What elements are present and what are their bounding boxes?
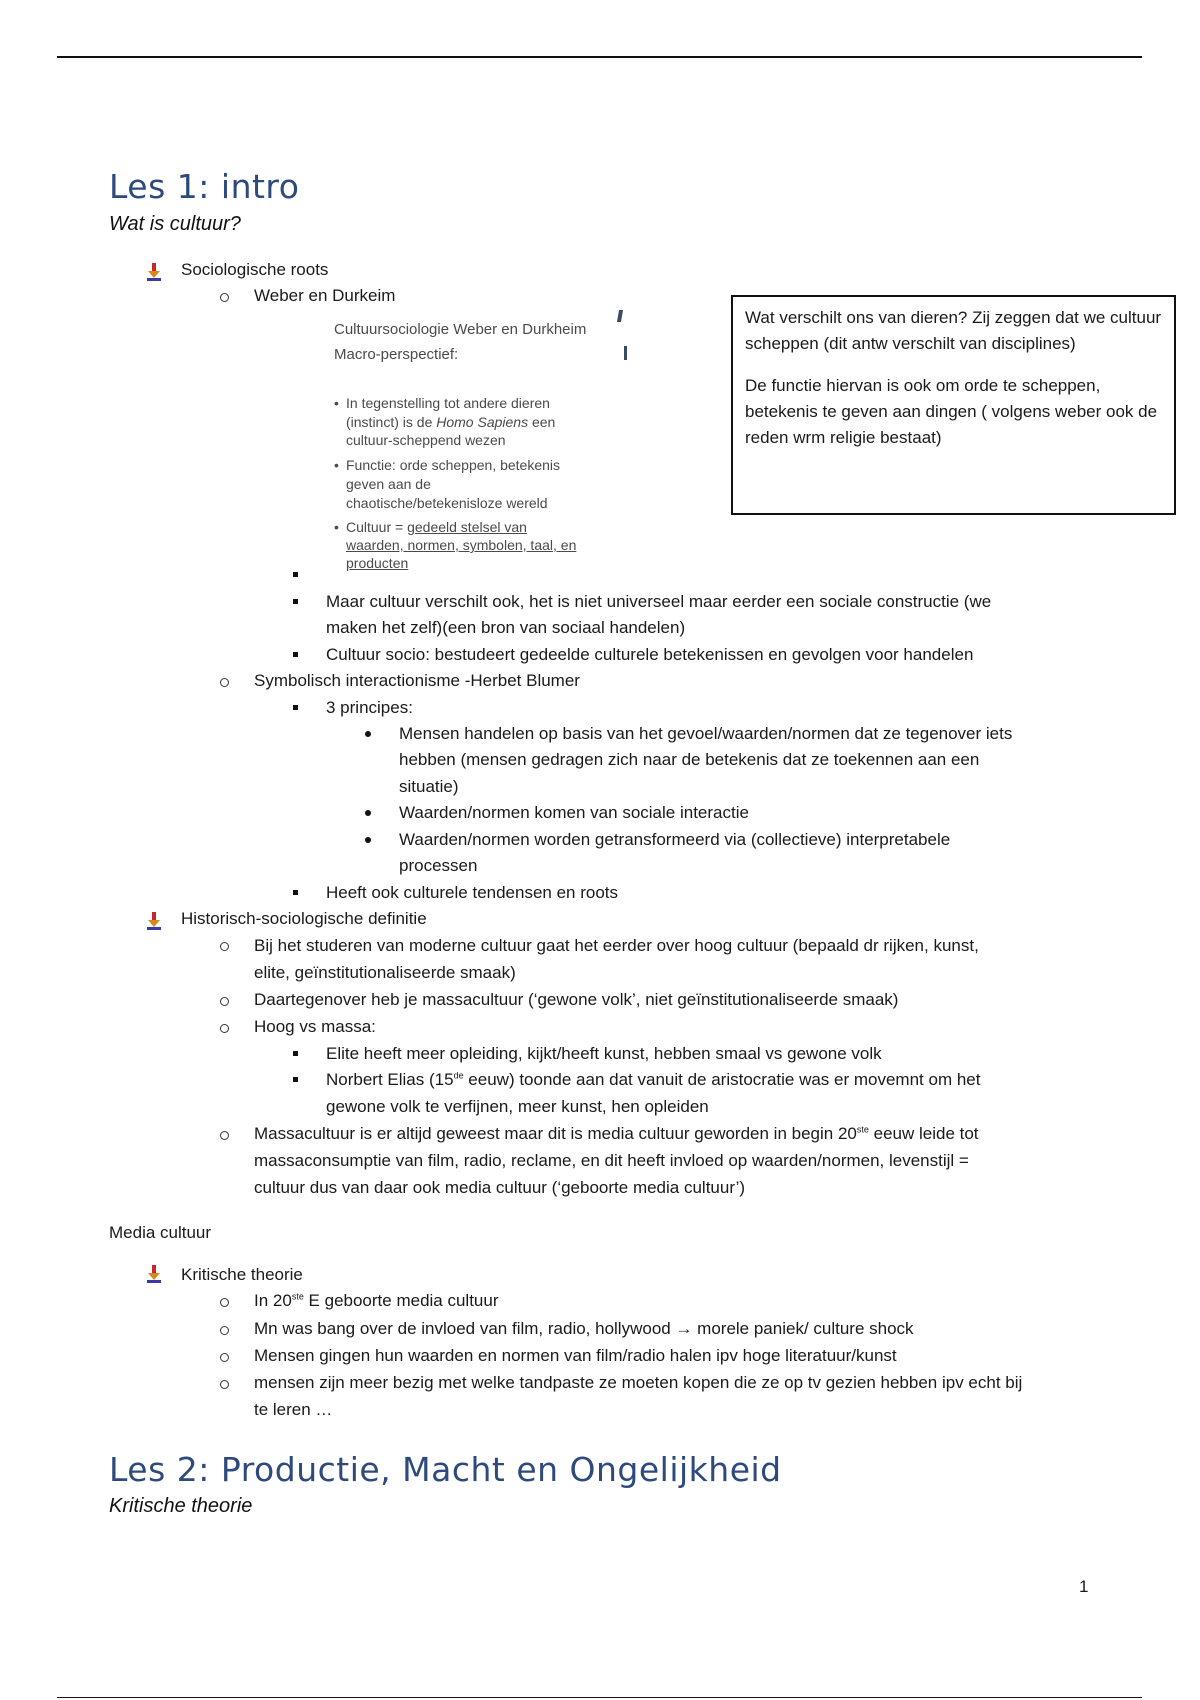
lesson1-title: Les 1: intro xyxy=(109,167,300,206)
slide-title: Cultuursociologie Weber en Durkheim xyxy=(334,321,587,338)
dot-bullet-icon xyxy=(365,810,371,816)
circle-bullet-icon xyxy=(220,1024,229,1033)
slide-text xyxy=(346,414,555,430)
slide-text: In tegenstelling tot andere dieren xyxy=(346,395,550,411)
list-item: Mn was bang over de invloed van film, radio, hollywood → morele paniek/ culture shock xyxy=(254,1319,914,1338)
slide-text: geven aan de xyxy=(346,476,431,492)
square-bullet-icon xyxy=(293,890,298,895)
dot-bullet-icon xyxy=(365,731,371,737)
lesson2-subtitle: Kritische theorie xyxy=(109,1495,253,1517)
list-item: 3 principes: xyxy=(326,698,413,717)
list-item xyxy=(254,1121,979,1147)
list-item: Heeft ook culturele tendensen en roots xyxy=(326,883,619,902)
paragraph: Media cultuur xyxy=(109,1223,212,1242)
text-span: Norbert Elias (15 xyxy=(326,1070,454,1089)
arrow-bullet-icon xyxy=(145,1264,163,1284)
circle-bullet-icon xyxy=(220,678,229,687)
text-span: eeuw leide tot xyxy=(868,1124,979,1143)
list-item: Cultuur socio: bestudeert gedeelde culturele betekenissen en gevolgen voor handelen xyxy=(326,645,974,664)
slide-text: (instinct) is de xyxy=(346,414,437,430)
list-item: Waarden/normen worden getransformeerd via (collectieve) interpretabele xyxy=(399,830,951,849)
list-item: Symbolisch interactionisme -Herbet Blumer xyxy=(254,671,580,690)
list-item-continued: processen xyxy=(399,856,478,875)
list-item-continued: situatie) xyxy=(399,777,459,796)
slide-text: waarden, normen, symbolen, taal, en xyxy=(346,537,577,553)
circle-bullet-icon xyxy=(220,1131,229,1140)
callout-paragraph: Wat verschilt ons van dieren? Zij zeggen dat we cultuur scheppen (dit antw verschilt van disciplines) xyxy=(745,308,1162,353)
list-item-continued: gewone volk te verfijnen, meer kunst, hen opleiden xyxy=(326,1097,709,1116)
list-item: Waarden/normen komen van sociale interactie xyxy=(399,803,749,822)
header-rule xyxy=(57,56,1142,58)
superscript: ste xyxy=(856,1124,869,1135)
page-number: 1 xyxy=(1079,1577,1089,1596)
callout-paragraph: De functie hiervan is ook om orde te scheppen, betekenis te geven aan dingen ( volgens weber ook de reden wrm religie bestaat) xyxy=(745,376,1158,447)
list-item: mensen zijn meer bezig met welke tandpaste ze moeten kopen die ze op tv gezien hebben ipv echt bij xyxy=(254,1373,1023,1392)
list-item: Maar cultuur verschilt ook, het is niet universeel maar eerder een sociale constructie (we xyxy=(326,592,992,611)
superscript: de xyxy=(453,1070,464,1081)
circle-bullet-icon xyxy=(220,1353,229,1362)
superscript: ste xyxy=(291,1291,304,1302)
list-item: Weber en Durkeim xyxy=(254,286,396,305)
list-item: Historisch-sociologische definitie xyxy=(181,909,427,928)
list-item: Sociologische roots xyxy=(181,260,329,279)
circle-bullet-icon xyxy=(220,1326,229,1335)
slide-text: Cultuur = xyxy=(346,519,408,535)
list-item-continued: te leren … xyxy=(254,1400,333,1419)
list-item-continued: hebben (mensen gedragen zich naar de betekenis dat ze toekennen aan een xyxy=(399,750,980,769)
list-item xyxy=(326,1067,980,1093)
arrow-bullet-icon xyxy=(145,911,163,931)
list-item-continued: maken het zelf)(een bron van sociaal handelen) xyxy=(326,618,686,637)
slide-text: een xyxy=(528,414,556,430)
embedded-slide xyxy=(322,306,628,571)
circle-bullet-icon xyxy=(220,1298,229,1307)
slide-bullet: • xyxy=(334,457,339,473)
list-item: Hoog vs massa: xyxy=(254,1017,376,1036)
circle-bullet-icon xyxy=(220,942,229,951)
slide-accent xyxy=(624,346,627,360)
slide-accent xyxy=(617,310,623,322)
slide-text xyxy=(346,519,527,535)
list-item xyxy=(254,1288,499,1314)
square-bullet-icon xyxy=(293,1077,298,1082)
footer-rule xyxy=(57,1697,1142,1698)
slide-text: chaotische/betekenisloze wereld xyxy=(346,495,548,511)
slide-italic: Homo Sapiens xyxy=(436,414,529,430)
circle-bullet-icon xyxy=(220,1380,229,1389)
square-bullet-icon xyxy=(293,599,298,604)
list-item: Bij het studeren van moderne cultuur gaat het eerder over hoog cultuur (bepaald dr rijken, kunst, xyxy=(254,936,979,955)
text-span: E geboorte media cultuur xyxy=(303,1291,499,1310)
slide-underlined: gedeeld stelsel van xyxy=(407,519,527,535)
square-bullet-icon xyxy=(293,705,298,710)
square-bullet-icon xyxy=(293,652,298,657)
slide-subtitle: Macro-perspectief: xyxy=(334,346,459,363)
slide-text: cultuur-scheppend wezen xyxy=(346,432,506,448)
lesson2-title: Les 2: Productie, Macht en Ongelijkheid xyxy=(109,1450,782,1489)
text-span: eeuw) toonde aan dat vanuit de aristocratie was er movemnt om het xyxy=(463,1070,981,1089)
list-item: Elite heeft meer opleiding, kijkt/heeft kunst, hebben smaal vs gewone volk xyxy=(326,1044,882,1063)
list-item-continued: massaconsumptie van film, radio, reclame, en dit heeft invloed op waarden/normen, levenstijl = xyxy=(254,1151,969,1170)
circle-bullet-icon xyxy=(220,997,229,1006)
list-item-continued: elite, geïnstitutionaliseerde smaak) xyxy=(254,963,516,982)
lesson1-subtitle: Wat is cultuur? xyxy=(109,213,241,235)
square-bullet-icon xyxy=(293,1051,298,1056)
text-span: Massacultuur is er altijd geweest maar dit is media cultuur geworden in begin 20 xyxy=(254,1124,857,1143)
slide-text: Functie: orde scheppen, betekenis xyxy=(346,457,561,473)
text-span: In 20 xyxy=(254,1291,292,1310)
list-item: Kritische theorie xyxy=(181,1265,303,1284)
list-item: Mensen gingen hun waarden en normen van film/radio halen ipv hoge literatuur/kunst xyxy=(254,1346,897,1365)
arrow-bullet-icon xyxy=(145,262,163,282)
slide-text: producten xyxy=(346,555,409,571)
square-bullet-icon xyxy=(293,572,298,577)
slide-bullet: • xyxy=(334,519,339,535)
list-item: Daartegenover heb je massacultuur (‘gewone volk’, niet geïnstitutionaliseerde smaak) xyxy=(254,990,899,1009)
dot-bullet-icon xyxy=(365,837,371,843)
callout-box xyxy=(731,295,1176,515)
list-item: Mensen handelen op basis van het gevoel/waarden/normen dat ze tegenover iets xyxy=(399,724,1013,743)
list-item-continued: cultuur dus van daar ook media cultuur (‘geboorte media cultuur’) xyxy=(254,1178,746,1197)
circle-bullet-icon xyxy=(220,293,229,302)
slide-bullet: • xyxy=(334,395,339,411)
